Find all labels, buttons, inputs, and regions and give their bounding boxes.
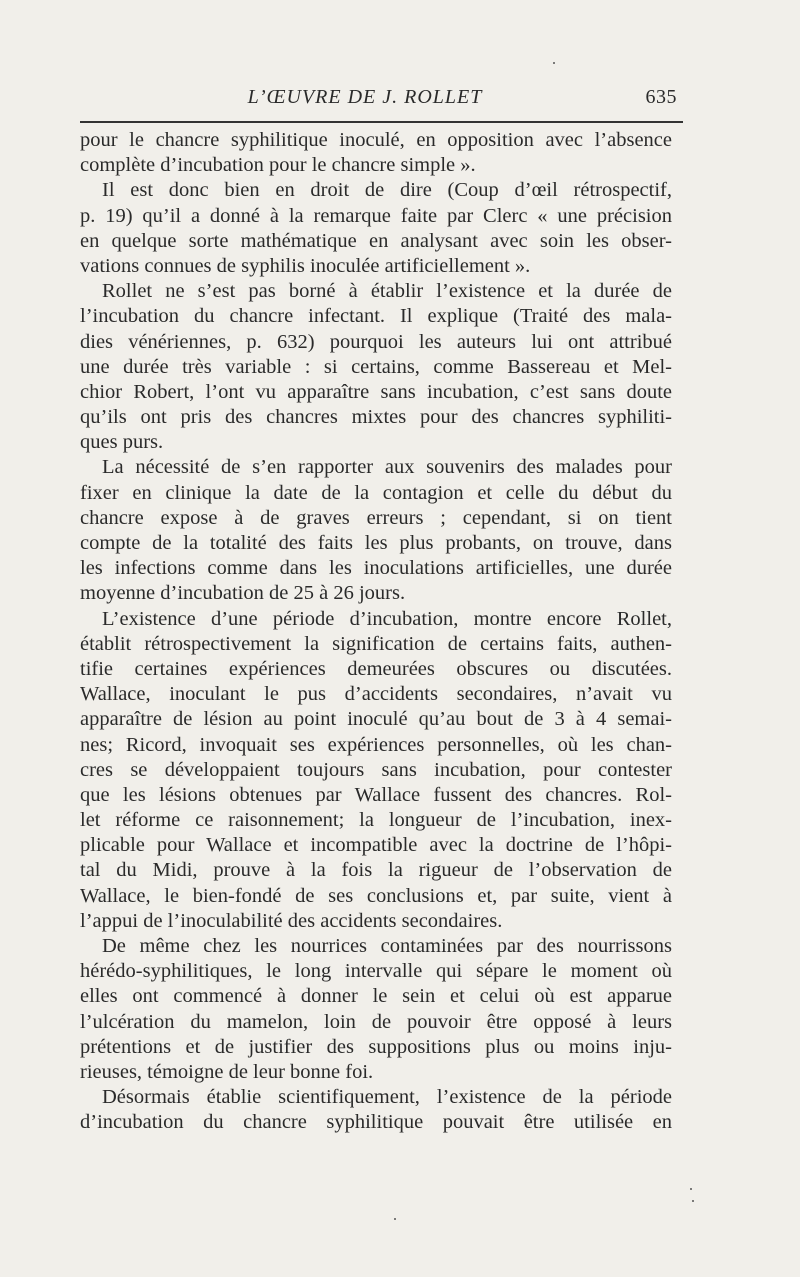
text-line: dies vénériennes, p. 632) pourquoi les auteurs lui ont attribué <box>80 330 672 353</box>
text-line: les infections comme dans les inoculations artificielles, une durée <box>80 557 672 580</box>
text-line: que les lésions obtenues par Wallace fussent des chancres. Rol- <box>80 783 672 806</box>
text-line: complète d’incubation pour le chancre simple ». <box>80 154 476 177</box>
text-line: elles ont commencé à donner le sein et celui où est apparue <box>80 985 672 1008</box>
text-line: établit rétrospectivement la signification de certains faits, authen- <box>80 632 672 655</box>
text-line: Rollet ne s’est pas borné à établir l’existence et la durée de <box>102 280 672 303</box>
text-line: Il est donc bien en droit de dire (Coup d’œil rétrospectif, <box>102 179 672 202</box>
text-line: Wallace, le bien-fondé de ses conclusions et, par suite, vient à <box>80 884 672 907</box>
text-line: hérédo-syphilitiques, le long intervalle qui sépare le moment où <box>80 960 672 983</box>
page-header <box>80 84 680 114</box>
text-line: La nécessité de s’en rapporter aux souvenirs des malades pour <box>102 456 672 479</box>
text-line: une durée très variable : si certains, comme Bassereau et Mel- <box>80 355 672 378</box>
text-line: apparaître de lésion au point inoculé qu’au bout de 3 à 4 semai- <box>80 708 672 731</box>
header-rule <box>80 121 683 123</box>
text-line: chancre expose à de graves erreurs ; cependant, si on tient <box>80 506 672 529</box>
text-line: fixer en clinique la date de la contagion et celle du début du <box>80 481 672 504</box>
text-line: l’incubation du chancre infectant. Il explique (Traité des mala- <box>80 305 672 328</box>
running-title: L’ŒUVRE DE J. ROLLET <box>247 86 483 108</box>
text-line: Désormais établie scientifiquement, l’existence de la période <box>102 1086 672 1109</box>
body-text <box>80 128 672 1136</box>
text-line: tal du Midi, prouve à la fois la rigueur de l’observation de <box>80 859 672 882</box>
speck <box>553 62 555 64</box>
speck <box>692 1200 694 1202</box>
text-line: l’ulcération du mamelon, loin de pouvoir être opposé à leurs <box>80 1010 672 1033</box>
text-line: plicable pour Wallace et incompatible avec la doctrine de l’hôpi- <box>80 834 672 857</box>
text-line: chior Robert, l’ont vu apparaître sans incubation, c’est sans doute <box>80 380 672 403</box>
text-line: en quelque sorte mathématique en analysant avec soin les obser- <box>80 229 672 252</box>
text-line: De même chez les nourrices contaminées par des nourrissons <box>102 935 672 957</box>
text-line: let réforme ce raisonnement; la longueur de l’incubation, inex- <box>80 809 672 832</box>
text-line: cres se développaient toujours sans incubation, pour contester <box>80 758 672 781</box>
text-line: moyenne d’incubation de 25 à 26 jours. <box>80 582 406 605</box>
text-line: compte de la totalité des faits les plus probants, on trouve, dans <box>80 532 672 554</box>
text-line: p. 19) qu’il a donné à la remarque faite par Clerc « une précision <box>80 204 672 227</box>
text-line: l’appui de l’inoculabilité des accidents secondaires. <box>80 909 503 932</box>
text-line: Wallace, inoculant le pus d’accidents secondaires, n’avait vu <box>80 683 672 706</box>
speck <box>394 1218 396 1220</box>
text-line: rieuses, témoigne de leur bonne foi. <box>80 1060 374 1083</box>
text-line: pour le chancre syphilitique inoculé, en opposition avec l’absence <box>80 129 672 151</box>
text-line: tifie certaines expériences demeurées obscures ou discutées. <box>80 657 672 680</box>
text-line: nes; Ricord, invoquait ses expériences personnelles, où les chan- <box>80 733 672 756</box>
text-line: vations connues de syphilis inoculée artificiellement ». <box>80 254 531 277</box>
speck <box>690 1188 692 1190</box>
text-line: d’incubation du chancre syphilitique pouvait être utilisée en <box>80 1111 672 1134</box>
text-line: prétentions et de justifier des suppositions plus ou moins inju- <box>80 1035 672 1058</box>
page-number: 635 <box>645 86 677 108</box>
text-line: L’existence d’une période d’incubation, montre encore Rollet, <box>102 607 672 630</box>
text-line: qu’ils ont pris des chancres mixtes pour des chancres syphiliti- <box>80 406 672 429</box>
text-line: ques purs. <box>80 431 164 454</box>
